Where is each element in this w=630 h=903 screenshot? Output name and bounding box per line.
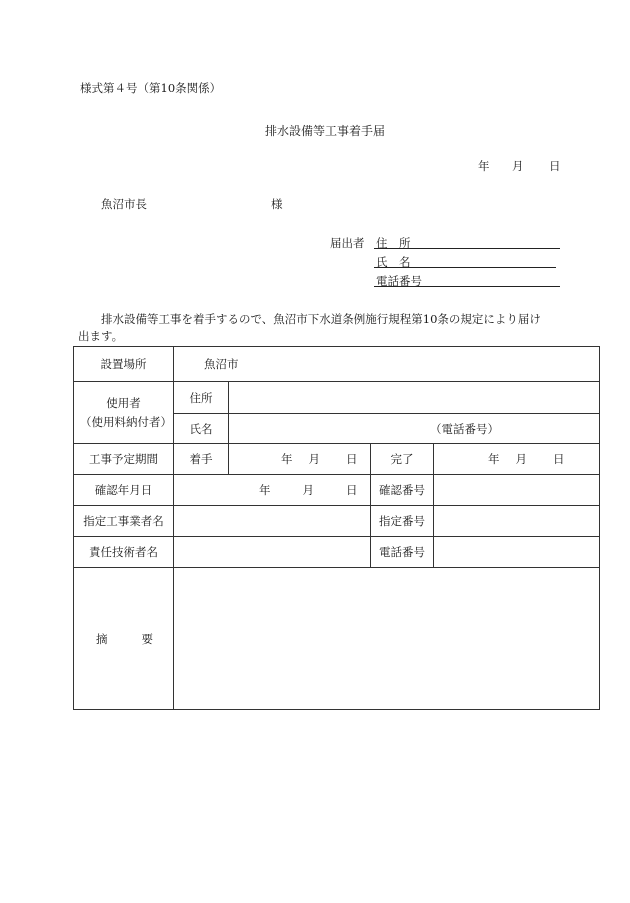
user-label-line1: 使用者 <box>106 396 141 411</box>
date-month: 月 <box>512 159 524 173</box>
finish-month: 月 <box>515 452 527 466</box>
start-year: 年 <box>281 452 293 466</box>
finish-date-field[interactable] <box>434 444 600 475</box>
confirm-number-field[interactable] <box>434 475 600 506</box>
confirm-day: 日 <box>346 483 358 497</box>
user-address-field[interactable] <box>229 382 600 414</box>
location-label: 設置場所 <box>74 347 174 382</box>
applicant-label: 届出者 <box>330 236 365 250</box>
row-remarks <box>74 568 600 710</box>
contractor-label: 指定工事業者名 <box>74 506 174 537</box>
engineer-label: 責任技術者名 <box>74 537 174 568</box>
row-period <box>74 444 600 475</box>
addressee-honorific: 様 <box>271 197 283 211</box>
user-name-label: 氏名 <box>174 414 229 444</box>
applicant-name-label: 氏 名 <box>376 255 411 269</box>
form-number: 様式第４号（第10条関係） <box>80 81 222 95</box>
applicant-phone-label: 電話番号 <box>376 274 422 288</box>
user-address-label: 住所 <box>174 382 229 414</box>
addressee-name: 魚沼市長 <box>101 197 147 211</box>
applicant-name-line[interactable] <box>374 267 556 268</box>
start-label: 着手 <box>174 444 229 475</box>
remarks-field[interactable] <box>174 568 600 710</box>
body-text-line2: 出ます。 <box>78 329 124 343</box>
finish-label: 完了 <box>371 444 434 475</box>
confirm-date-field[interactable] <box>174 475 371 506</box>
period-label: 工事予定期間 <box>74 444 174 475</box>
confirm-number-label: 確認番号 <box>371 475 434 506</box>
date-day: 日 <box>549 159 561 173</box>
designated-number-label: 指定番号 <box>371 506 434 537</box>
phone-note: （電話番号） <box>430 421 499 436</box>
finish-day: 日 <box>553 452 565 466</box>
engineer-field[interactable] <box>174 537 371 568</box>
row-engineer <box>74 537 600 568</box>
applicant-address-label: 住 所 <box>376 236 411 250</box>
remarks-label <box>74 568 174 710</box>
confirm-date-label: 確認年月日 <box>74 475 174 506</box>
start-month: 月 <box>308 452 320 466</box>
user-label-line2: （使用料納付者） <box>80 414 172 429</box>
date-year: 年 <box>478 159 490 173</box>
finish-year: 年 <box>488 452 500 466</box>
applicant-phone-line[interactable] <box>374 286 560 287</box>
row-contractor <box>74 506 600 537</box>
engineer-phone-field[interactable] <box>434 537 600 568</box>
start-date-field[interactable] <box>229 444 371 475</box>
user-label <box>74 382 174 444</box>
row-confirm <box>74 475 600 506</box>
engineer-phone-label: 電話番号 <box>371 537 434 568</box>
notification-table <box>73 346 600 710</box>
location-value[interactable]: 魚沼市 <box>174 347 600 382</box>
confirm-month: 月 <box>302 483 314 497</box>
applicant-address-line[interactable] <box>374 248 560 249</box>
form-title: 排水設備等工事着手届 <box>265 124 386 138</box>
user-name-field[interactable] <box>229 414 600 444</box>
contractor-field[interactable] <box>174 506 371 537</box>
confirm-year: 年 <box>259 483 271 497</box>
row-user-address <box>74 382 600 414</box>
remarks-label-2: 要 <box>141 631 153 646</box>
row-location <box>74 347 600 382</box>
remarks-label-1: 摘 <box>96 631 108 646</box>
start-day: 日 <box>346 452 358 466</box>
body-text-line1: 排水設備等工事を着手するので、魚沼市下水道条例施行規程第10条の規定により届け <box>101 312 541 326</box>
designated-number-field[interactable] <box>434 506 600 537</box>
